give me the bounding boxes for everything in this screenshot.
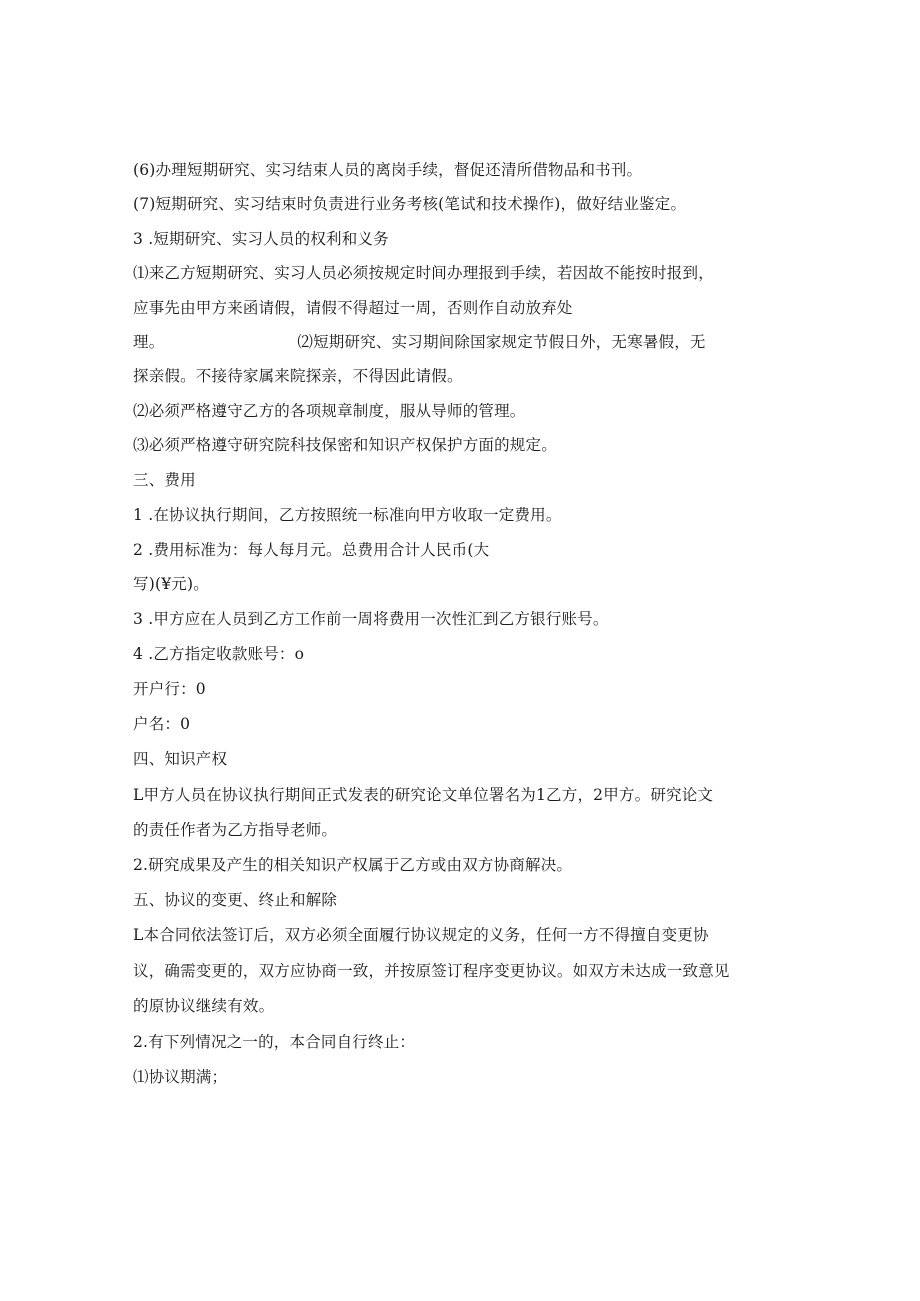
text-line: 1 .在协议执行期间，乙方按照统一标准向甲方收取一定费用。 [133, 506, 562, 524]
text-line: 探亲假。不接待家属来院探亲，不得因此请假。 [133, 367, 463, 385]
text-fragment: 理。 [133, 333, 165, 351]
text-line: 3 .甲方应在人员到乙方工作前一周将费用一次性汇到乙方银行账号。 [133, 610, 609, 628]
text-line: 2 .费用标准为：每人每月元。总费用合计人民币(大 [133, 541, 490, 559]
text-line: ⑴来乙方短期研究、实习人员必须按规定时间办理报到手续，若因故不能按时报到， [133, 264, 714, 282]
text-line: 写)(¥元)。 [133, 575, 209, 593]
text-line: L甲方人员在协议执行期间正式发表的研究论文单位署名为1乙方，2甲方。研究论文 [133, 786, 714, 804]
text-line: ⑴协议期满； [133, 1068, 228, 1086]
text-line: (7)短期研究、实习结束时负责进行业务考核(笔试和技术操作)，做好结业鉴定。 [133, 195, 687, 213]
text-line: 的原协议继续有效。 [133, 997, 275, 1015]
text-line: 户名：0 [133, 715, 191, 733]
text-line: 开户行：0 [133, 680, 206, 698]
text-line: 应事先由甲方来函请假，请假不得超过一周，否则作自动放弃处 [133, 299, 573, 317]
section-heading: 五、协议的变更、终止和解除 [133, 891, 338, 909]
text-line: L本合同依法签订后，双方必须全面履行协议规定的义务，任何一方不得擅自变更协 [133, 926, 709, 944]
text-line: 议，确需变更的，双方应协商一致，并按原签订程序变更协议。如双方未达成一致意见 [133, 962, 730, 980]
section-heading: 四、知识产权 [133, 750, 228, 768]
text-line: (6)办理短期研究、实习结束人员的离岗手续，督促还清所借物品和书刊。 [133, 161, 643, 179]
text-fragment: ⑵短期研究、实习期间除国家规定节假日外，无寒暑假，无 [297, 333, 706, 351]
section-heading: 三、费用 [133, 471, 196, 489]
section-heading: 3 .短期研究、实习人员的权利和义务 [133, 230, 389, 248]
text-line-split [133, 332, 706, 352]
text-line: 2.研究成果及产生的相关知识产权属于乙方或由双方协商解决。 [133, 856, 573, 874]
text-line: 4 .乙方指定收款账号：o [133, 645, 305, 663]
text-line: 的责任作者为乙方指导老师。 [133, 821, 338, 839]
text-line: ⑵必须严格遵守乙方的各项规章制度，服从导师的管理。 [133, 402, 526, 420]
text-line: ⑶必须严格遵守研究院科技保密和知识产权保护方面的规定。 [133, 436, 557, 454]
text-line: 2.有下列情况之一的，本合同自行终止： [133, 1033, 416, 1051]
